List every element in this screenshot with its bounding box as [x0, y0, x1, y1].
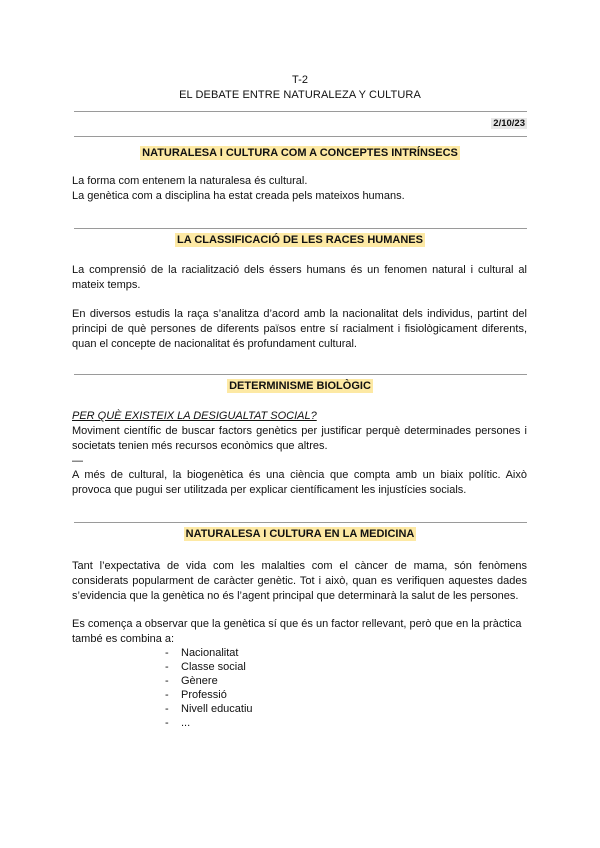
section-text [72, 174, 527, 204]
list-item: - ... [165, 716, 253, 730]
paragraph: Es comença a observar que la genètica sí que és un factor rellevant, però que en la pràctica també es combina a: [72, 618, 522, 645]
document-date: 2/10/23 [493, 118, 525, 129]
paragraph: La comprensió de la racialització dels éssers humans és un fenomen natural i cultural al mateix temps. [72, 264, 527, 291]
list-item: - Classe social [165, 660, 253, 674]
section-heading: NATURALESA I CULTURA EN LA MEDICINA [185, 528, 415, 540]
document-title: EL DEBATE ENTRE NATURALEZA Y CULTURA [179, 89, 421, 101]
list-item: - Professió [165, 688, 253, 702]
factor-list [165, 646, 253, 730]
section-heading: DETERMINISME BIOLÒGIC [229, 380, 371, 392]
divider [74, 522, 527, 523]
paragraph: Moviment científic de buscar factors genètics per justificar perquè determinades persones i societats tenien més recursos econòmics que altres. [72, 425, 527, 452]
divider [74, 228, 527, 229]
list-item: - Nacionalitat [165, 646, 253, 660]
section-heading: NATURALESA I CULTURA COM A CONCEPTES INTRÍNSECS [142, 147, 458, 159]
text-line: La forma com entenem la naturalesa és cultural. [72, 175, 308, 187]
section-question: PER QUÈ EXISTEIX LA DESIGUALTAT SOCIAL? [72, 410, 317, 422]
divider [74, 136, 527, 137]
divider [74, 374, 527, 375]
paragraph: A més de cultural, la biogenètica és una ciència que compta amb un biaix polític. Això provoca que pugui ser utilitzada per explicar científicament les injustícies socials. [72, 469, 527, 496]
paragraph: Tant l’expectativa de vida com les malalties com el càncer de mama, són fenòmens considerats popularment de caràcter genètic. Tot i això, quan es verifiquen aquestes dades s’evidencia que la genètica no és l’agent principal que determinarà la salut de les persones. [72, 560, 527, 602]
section-heading: LA CLASSIFICACIÓ DE LES RACES HUMANES [177, 234, 423, 246]
document-code: T-2 [292, 74, 308, 86]
list-item: - Gènere [165, 674, 253, 688]
dash-separator: — [72, 455, 83, 467]
text-line: La genètica com a disciplina ha estat creada pels mateixos humans. [72, 190, 405, 202]
paragraph: En diversos estudis la raça s’analitza d’acord amb la nacionalitat dels individus, partint del principi de què persones de diferents països entre sí racialment i fisiològicament diferents, quan el concepte de nacionalitat és profundament cultural. [72, 308, 527, 350]
list-item: - Nivell educatiu [165, 702, 253, 716]
divider [74, 111, 527, 112]
